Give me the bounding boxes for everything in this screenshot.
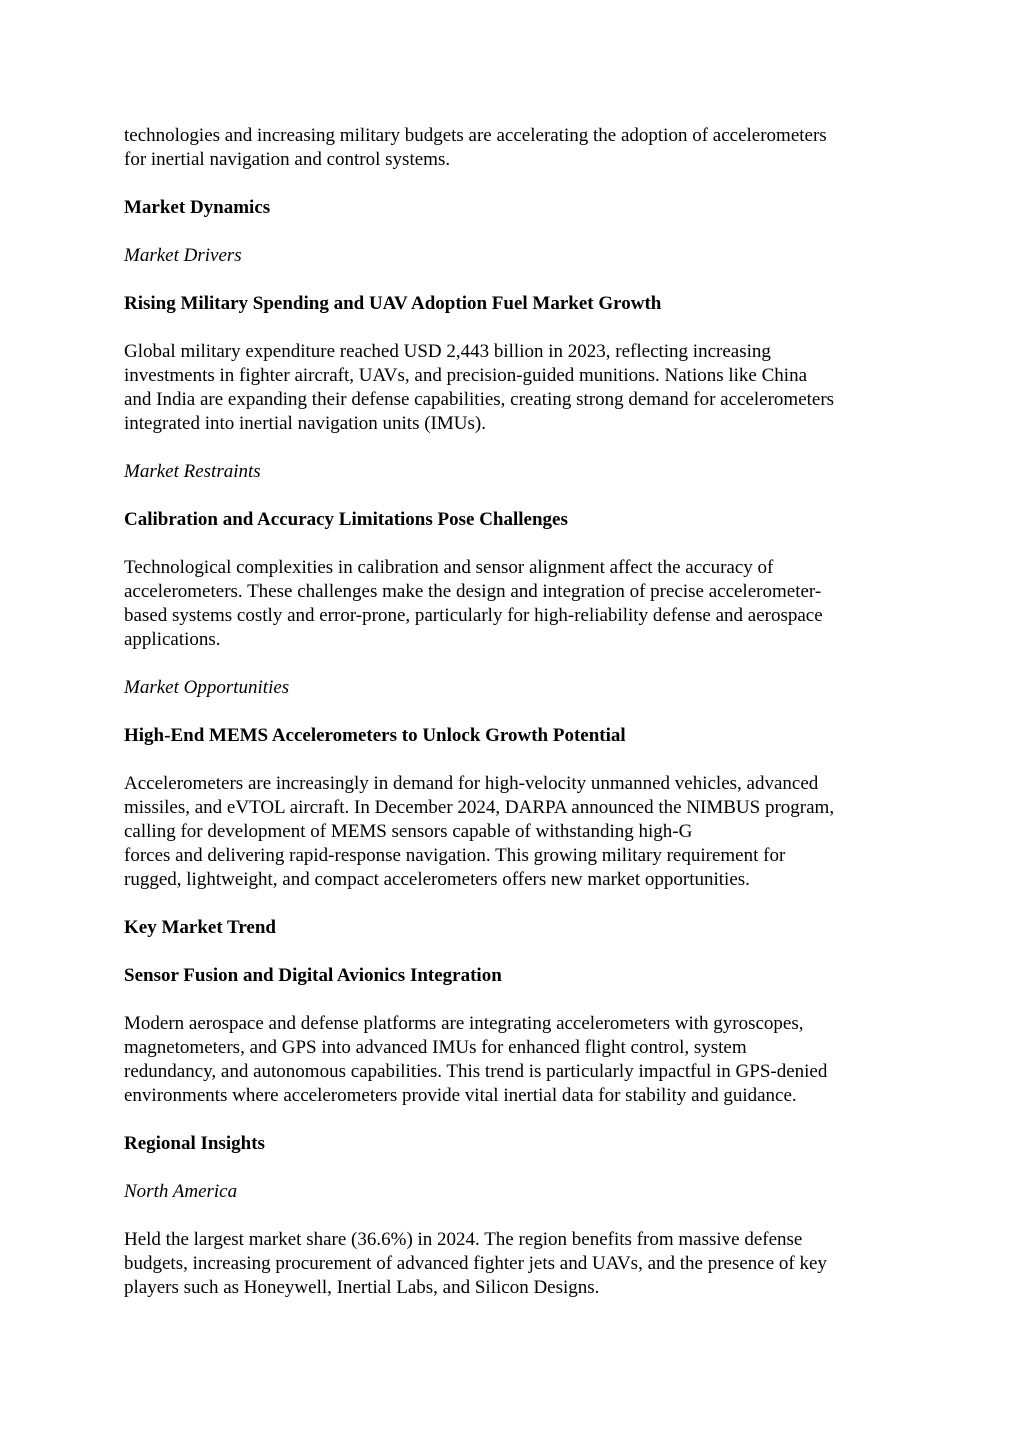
opportunities-heading: High-End MEMS Accelerometers to Unlock Growth Potential	[124, 725, 626, 746]
opportunities-paragraph	[124, 772, 914, 892]
paragraph-line: Technological complexities in calibration and sensor alignment affect the accuracy of	[124, 557, 774, 578]
north-america-paragraph	[124, 1228, 914, 1300]
section-heading-regional-insights: Regional Insights	[124, 1133, 265, 1154]
paragraph-line: rugged, lightweight, and compact accelerometers offers new market opportunities.	[124, 869, 750, 890]
paragraph-line: budgets, increasing procurement of advanced fighter jets and UAVs, and the presence of key	[124, 1253, 827, 1274]
paragraph-line: missiles, and eVTOL aircraft. In December 2024, DARPA announced the NIMBUS program,	[124, 797, 835, 818]
drivers-heading: Rising Military Spending and UAV Adoption Fuel Market Growth	[124, 293, 662, 314]
region-label-north-america: North America	[124, 1181, 238, 1202]
paragraph-line: environments where accelerometers provide vital inertial data for stability and guidance.	[124, 1085, 797, 1106]
key-trend-subheading: Sensor Fusion and Digital Avionics Integration	[124, 965, 502, 986]
paragraph-line: applications.	[124, 629, 221, 650]
paragraph-line: Held the largest market share (36.6%) in 2024. The region benefits from massive defense	[124, 1229, 803, 1250]
paragraph-line: for inertial navigation and control systems.	[124, 149, 451, 170]
paragraph-line: integrated into inertial navigation units (IMUs).	[124, 413, 486, 434]
paragraph-line: magnetometers, and GPS into advanced IMUs for enhanced flight control, system	[124, 1037, 747, 1058]
restraints-heading: Calibration and Accuracy Limitations Pose Challenges	[124, 509, 568, 530]
paragraph-line: accelerometers. These challenges make the design and integration of precise accelerometer-	[124, 581, 822, 602]
restraints-paragraph	[124, 556, 914, 652]
section-heading-key-trend: Key Market Trend	[124, 917, 276, 938]
document-page	[124, 124, 914, 1324]
subsection-label-restraints: Market Restraints	[124, 461, 261, 482]
paragraph-line: investments in fighter aircraft, UAVs, and precision-guided munitions. Nations like China	[124, 365, 807, 386]
paragraph-line: and India are expanding their defense capabilities, creating strong demand for accelerometers	[124, 389, 835, 410]
paragraph-line: Global military expenditure reached USD 2,443 billion in 2023, reflecting increasing	[124, 341, 771, 362]
paragraph-line: players such as Honeywell, Inertial Labs, and Silicon Designs.	[124, 1277, 600, 1298]
subsection-label-opportunities: Market Opportunities	[124, 677, 290, 698]
key-trend-paragraph	[124, 1012, 914, 1108]
paragraph-line: technologies and increasing military budgets are accelerating the adoption of accelerometers	[124, 125, 827, 146]
subsection-label-drivers: Market Drivers	[124, 245, 242, 266]
paragraph-line: redundancy, and autonomous capabilities. This trend is particularly impactful in GPS-denied	[124, 1061, 828, 1082]
paragraph-line: Modern aerospace and defense platforms are integrating accelerometers with gyroscopes,	[124, 1013, 804, 1034]
intro-paragraph	[124, 124, 914, 172]
section-heading-market-dynamics: Market Dynamics	[124, 197, 271, 218]
paragraph-line: Accelerometers are increasingly in demand for high-velocity unmanned vehicles, advanced	[124, 773, 819, 794]
paragraph-line: forces and delivering rapid-response navigation. This growing military requirement for	[124, 845, 786, 866]
paragraph-line: calling for development of MEMS sensors capable of withstanding high-G	[124, 821, 693, 842]
drivers-paragraph	[124, 340, 914, 436]
paragraph-line: based systems costly and error-prone, particularly for high-reliability defense and aerospace	[124, 605, 823, 626]
